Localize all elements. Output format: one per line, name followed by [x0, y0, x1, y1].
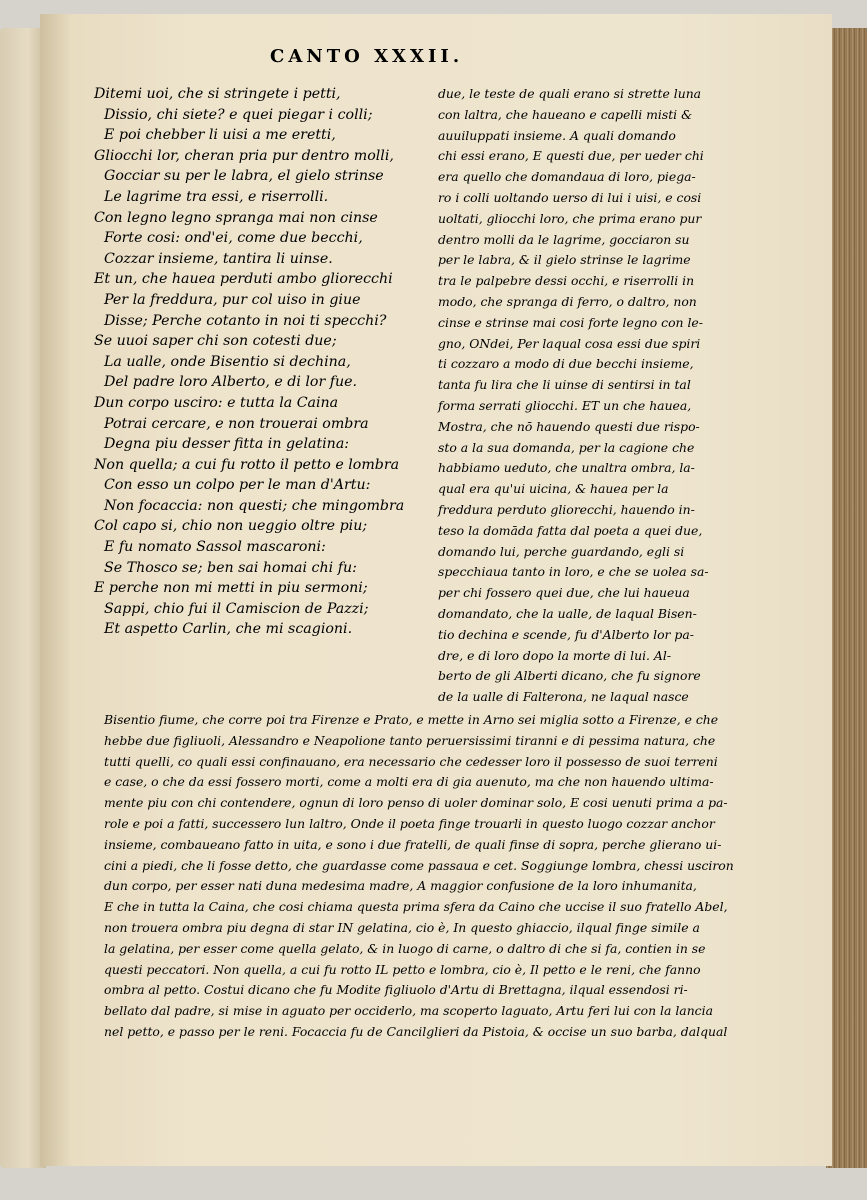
- commentary-line: E che in tutta la Caina, che cosi chiama questa prima sfera da Caino che uccise il suo fratello Abel,: [104, 899, 728, 915]
- verse-line: E poi chebber li uisi a me eretti,: [104, 127, 336, 144]
- commentary-line: qual era qu'ui uicina, & hauea per la: [438, 481, 669, 497]
- commentary-line: hebbe due figliuoli, Alessandro e Neapolione tanto peruersissimi tiranni e di pessima natura, che: [104, 732, 716, 748]
- commentary-line: domando lui, perche guardando, egli si: [438, 543, 685, 559]
- verse-line: Dissio, chi siete? e quei piegar i colli;: [104, 106, 373, 123]
- verse-line: Se uuoi saper chi son cotesti due;: [94, 333, 337, 350]
- commentary-line: era quello che domandaua di loro, piega-: [438, 169, 696, 185]
- commentary-line: cini a piedi, che li fosse detto, che guardasse come passaua e cet. Soggiunge lombra, chessi usciron: [104, 857, 734, 873]
- commentary-line: teso la domāda fatta dal poeta a quei due,: [438, 522, 703, 538]
- verse-line: Del padre loro Alberto, e di lor fue.: [104, 374, 358, 391]
- commentary-line: specchiaua tanto in loro, e che se uolea sa-: [438, 564, 709, 580]
- commentary-line: tra le palpebre dessi occhi, e riserrolli in: [438, 273, 695, 289]
- running-head: CANTO XXXII.: [270, 46, 464, 67]
- verse-line: Non focaccia: non questi; che mingombra: [104, 497, 405, 514]
- verse-line: Degna piu desser fitta in gelatina:: [104, 436, 350, 453]
- commentary-line: Bisentio fiume, che corre poi tra Firenze e Prato, e mette in Arno sei miglia sotto a Firenze, e che: [104, 712, 719, 727]
- verse-line: Cozzar insieme, tantira li uinse.: [104, 250, 333, 267]
- commentary-line: con laltra, che haueano e capelli misti &: [438, 106, 693, 122]
- commentary-line: ombra al petto. Costui dicano che fu Modite figliuolo d'Artu di Brettagna, ilqual essendosi ri-: [104, 982, 688, 998]
- commentary-line: bellato dal padre, si mise in aguato per occiderlo, ma scoperto laguato, Artu feri lui con la lancia: [104, 1003, 713, 1019]
- commentary-line: dre, e di loro dopo la morte di lui. Al-: [438, 647, 672, 663]
- verse-line: Gocciar su per le labra, el gielo strinse: [104, 168, 384, 185]
- commentary-line: e case, o che da essi fossero morti, come a molti era di gia auenuto, ma che non hauendo ultima-: [104, 774, 714, 790]
- commentary-line: de la ualle di Falterona, ne laqual nasce: [438, 689, 689, 705]
- commentary-line: berto de gli Alberti dicano, che fu signore: [438, 668, 701, 684]
- commentary-line: dun corpo, per esser nati duna medesima madre, A maggior confusione de la loro inhumanita,: [104, 878, 697, 894]
- verse-line: Ditemi uoi, che si stringete i petti,: [94, 86, 341, 102]
- verse-line: Potrai cercare, e non trouerai ombra: [104, 415, 369, 432]
- commentary-line: tio dechina e scende, fu d'Alberto lor pa-: [438, 626, 694, 642]
- commentary-line: Mostra, che nō hauendo questi due rispo-: [438, 418, 700, 434]
- commentary-line: per chi fossero quei due, che lui haueua: [438, 585, 690, 601]
- verse-line: Disse; Perche cotanto in noi ti specchi?: [104, 312, 387, 329]
- verse-line: Col capo si, chio non ueggio oltre piu;: [94, 518, 368, 535]
- commentary-line: habbiamo ueduto, che unaltra ombra, la-: [438, 460, 695, 476]
- commentary-full-width: [104, 710, 734, 1043]
- verse-line: Se Thosco se; ben sai homai chi fu:: [104, 559, 357, 576]
- commentary-line: ti cozzaro a modo di due becchi insieme,: [438, 356, 694, 372]
- commentary-line: cinse e strinse mai cosi forte legno con le-: [438, 314, 703, 330]
- verse-line: E perche non mi metti in piu sermoni;: [94, 580, 368, 597]
- verse-line: Gliocchi lor, cheran pria pur dentro molli,: [94, 147, 394, 164]
- commentary-line: domandato, che la ualle, de laqual Bisen-: [438, 605, 697, 621]
- verse-line: Sappi, chio fui il Camiscion de Pazzi;: [104, 600, 369, 617]
- commentary-line: la gelatina, per esser come quella gelato, & in luogo di carne, o daltro di che si fa, contien in se: [104, 940, 706, 956]
- verse-line: Le lagrime tra essi, e riserrolli.: [104, 188, 329, 205]
- verse-line: Forte cosi: ond'ei, come due becchi,: [104, 230, 363, 247]
- verse-line: Con esso un colpo per le man d'Artu:: [104, 477, 371, 494]
- commentary-line: tanta fu lira che li uinse di sentirsi in tal: [438, 377, 691, 393]
- commentary-line: modo, che spranga di ferro, o daltro, non: [438, 293, 697, 309]
- verse-column: [94, 84, 430, 640]
- commentary-line: role e poi a fatti, successero lun laltro, Onde il poeta finge trouarli in questo luogo cozzar anchor: [104, 815, 715, 831]
- verse-line: E fu nomato Sassol mascaroni:: [104, 539, 326, 556]
- commentary-line: ro i colli uoltando uerso di lui i uisi, e cosi: [438, 189, 702, 205]
- commentary-line: dentro molli da le lagrime, gocciaron su: [438, 231, 690, 247]
- verse-line: Dun corpo usciro: e tutta la Caina: [94, 394, 339, 411]
- commentary-line: uoltati, gliocchi loro, che prima erano pur: [438, 210, 702, 226]
- commentary-line: mente piu con chi contendere, ognun di loro penso di uoler dominar solo, E cosi uenuti prima a pa-: [104, 795, 728, 811]
- commentary-line: auuiluppati insieme. A quali domando: [438, 127, 676, 143]
- commentary-line: non trouera ombra piu degna di star IN gelatina, cio è, In questo ghiaccio, ilqual finge simile a: [104, 919, 700, 935]
- verse-line: Et aspetto Carlin, che mi scagioni.: [104, 621, 353, 638]
- commentary-right-column: [438, 84, 709, 708]
- verse-line: Et un, che hauea perduti ambo gliorecchi: [94, 271, 393, 288]
- commentary-line: gno, ONdei, Per laqual cosa essi due spiri: [438, 335, 701, 351]
- verse-line: Per la freddura, pur col uiso in giue: [104, 291, 361, 308]
- commentary-line: tutti quelli, co quali essi confinauano, era necessario che cedesser loro il possesso de suoi terreni: [104, 753, 718, 769]
- commentary-line: per le labra, & il gielo strinse le lagrime: [438, 252, 691, 268]
- commentary-line: chi essi erano, E questi due, per ueder chi: [438, 148, 704, 164]
- verse-line: Con legno legno spranga mai non cinse: [94, 209, 378, 226]
- book-fore-edge: [826, 28, 867, 1168]
- commentary-line: insieme, combaueano fatto in uita, e sono i due fratelli, de quali finse di sopra, perche glierano ui-: [104, 836, 722, 852]
- verse-line: Non quella; a cui fu rotto il petto e lombra: [94, 456, 400, 473]
- commentary-line: forma serrati gliocchi. ET un che hauea,: [438, 397, 692, 413]
- commentary-line: sto a la sua domanda, per la cagione che: [438, 439, 695, 455]
- commentary-line: questi peccatori. Non quella, a cui fu rotto IL petto e lombra, cio è, Il petto e le reni, che fanno: [104, 961, 701, 977]
- verse-line: La ualle, onde Bisentio si dechina,: [104, 353, 351, 370]
- commentary-line: due, le teste de quali erano si strette luna: [438, 86, 702, 101]
- commentary-line: nel petto, e passo per le reni. Focaccia fu de Cancilglieri da Pistoia, & occise un suo barba, dalqual: [104, 1023, 728, 1039]
- commentary-line: freddura perduto gliorecchi, hauendo in-: [438, 501, 695, 517]
